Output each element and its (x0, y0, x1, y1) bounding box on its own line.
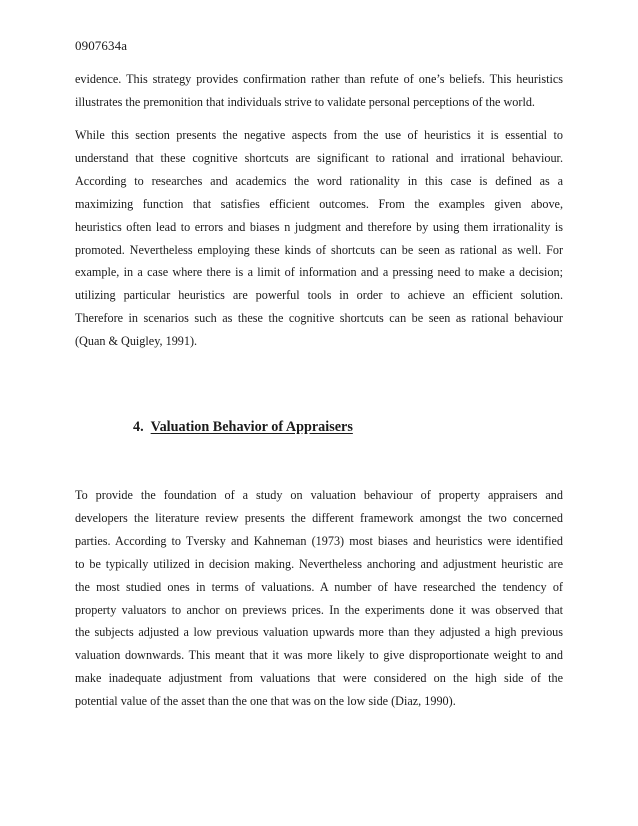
text-line: the subjects adjusted a low previous valuation upwards more than they adjusted a high previous (75, 625, 563, 640)
section-number: 4. (133, 419, 144, 435)
text-line: (Quan & Quigley, 1991). (75, 334, 198, 349)
text-line: To provide the foundation of a study on valuation behaviour of property appraisers and (75, 488, 563, 502)
text-line: to be typically utilized in decision making. Nevertheless anchoring and adjustment heuristic are (75, 556, 563, 571)
paragraph-rationality (75, 124, 563, 353)
text-line: valuation downwards. This meant that it was more likely to give disproportionate weight to and (75, 648, 563, 663)
text-line: property valuators to anchor on previews prices. In the experiments done it was observed that (75, 602, 563, 617)
section-title: Valuation Behavior of Appraisers (150, 419, 353, 435)
text-line: parties. According to Tversky and Kahneman (1973) most biases and heuristics were identified (75, 533, 563, 548)
text-line: example, in a case where there is a limit of information and a pressing need to make a decision; (75, 265, 563, 280)
text-line: make inadequate adjustment from valuations that were considered on the high side of the (75, 671, 563, 686)
text-line: the most studied ones in terms of valuations. A number of have researched the tendency of (75, 579, 563, 594)
text-line: evidence. This strategy provides confirmation rather than refute of one’s beliefs. This heuristics (75, 72, 563, 86)
text-line: Therefore in scenarios such as these the cognitive shortcuts can be seen as rational behaviour (75, 311, 563, 326)
text-line: According to researches and academics the word rationality in this case is defined as a (75, 173, 563, 188)
text-line: utilizing particular heuristics are powerful tools in order to achieve an efficient solution. (75, 288, 563, 303)
text-line: heuristics often lead to errors and biases n judgment and therefore by using them irrationality is (75, 219, 563, 234)
paragraph-heuristics-evidence (75, 68, 563, 114)
text-line: illustrates the premonition that individuals strive to validate personal perceptions of the world. (75, 94, 535, 109)
text-line: While this section presents the negative aspects from the use of heuristics it is essential to (75, 128, 563, 142)
document-id-header: 0907634a (75, 38, 128, 53)
paragraph-valuation-behaviour (75, 484, 563, 713)
text-line: developers the literature review presents the different framework amongst the two concerned (75, 510, 563, 525)
section-heading (133, 419, 353, 436)
text-line: potential value of the asset than the one that was on the low side (Diaz, 1990). (75, 694, 456, 709)
text-line: understand that these cognitive shortcuts are significant to rational and irrational behaviour. (75, 150, 563, 165)
text-line: maximizing function that satisfies efficient outcomes. From the examples given above, (75, 196, 563, 211)
text-line: promoted. Nevertheless employing these kinds of shortcuts can be seen as rational as well. For (75, 242, 563, 257)
